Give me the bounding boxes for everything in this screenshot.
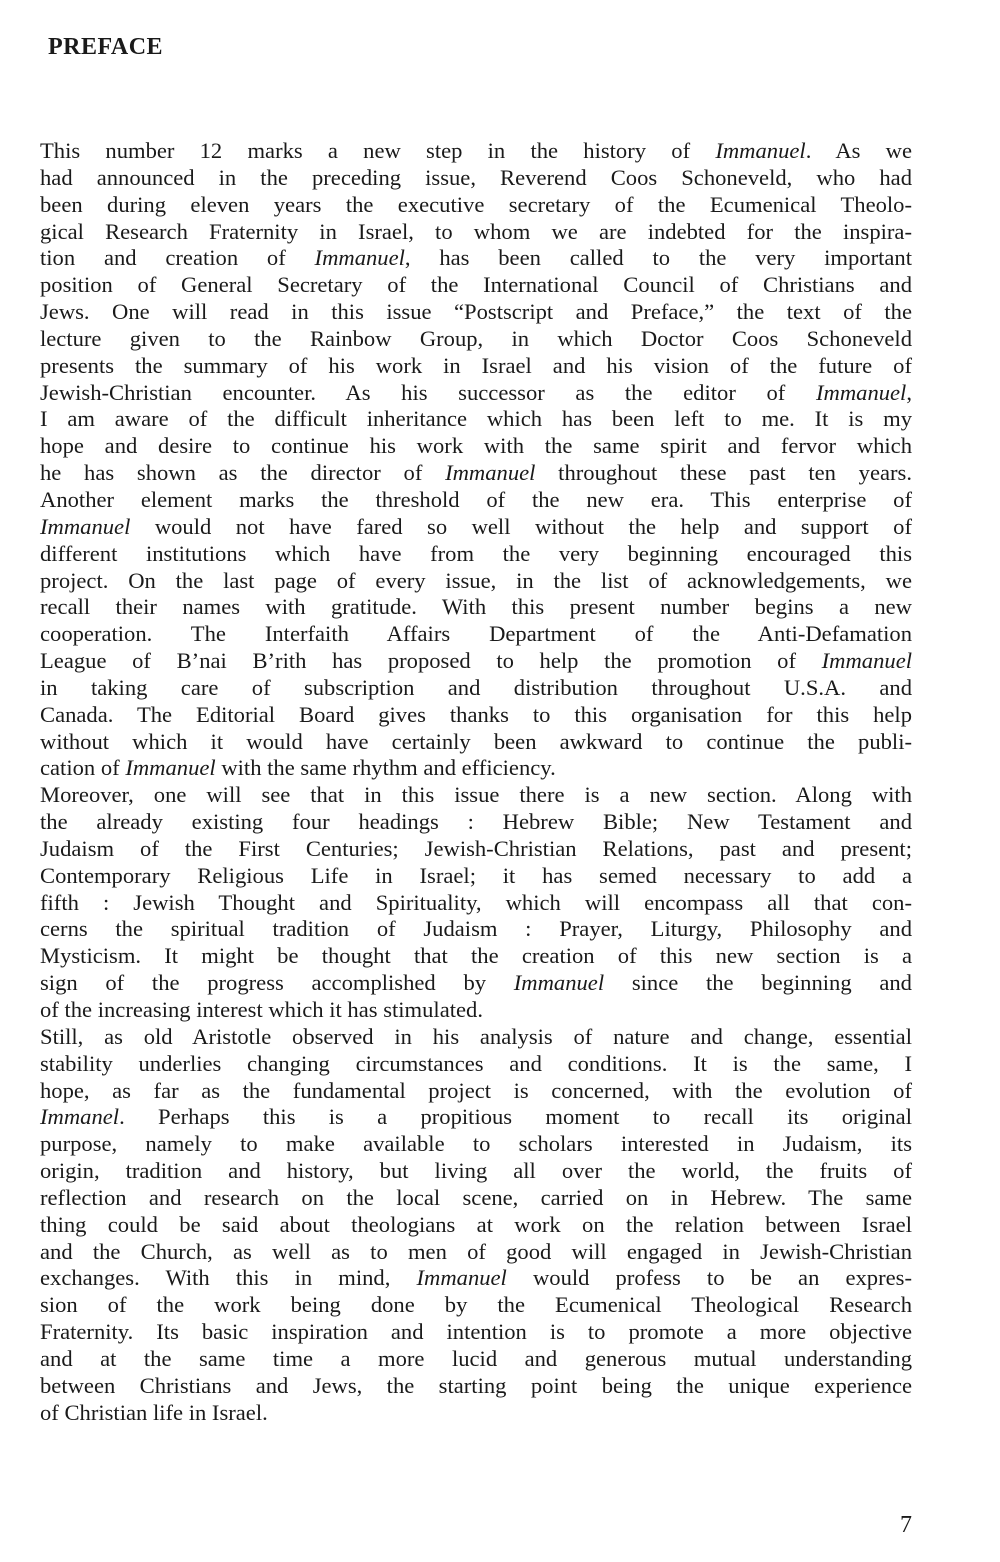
paragraph	[40, 782, 912, 1024]
text-line: recall their names with gratitude. With this present number begins a new	[40, 594, 912, 620]
text-line: exchanges. With this in mind, Immanuel would profess to be an expres-	[40, 1265, 912, 1291]
text-line: project. On the last page of every issue, in the list of acknowledgements, we	[40, 567, 912, 593]
text-line: Mysticism. It might be thought that the creation of this new section is a	[40, 943, 912, 969]
text-line: This number 12 marks a new step in the history of Immanuel. As we	[40, 138, 912, 163]
text-line: purpose, namely to make available to scholars interested in Judaism, its	[40, 1131, 912, 1157]
text-line: hope, as far as the fundamental project is concerned, with the evolution of	[40, 1077, 912, 1103]
text-line: fifth : Jewish Thought and Spirituality, which will encompass all that con-	[40, 889, 912, 915]
text-line: hope and desire to continue his work with the same spirit and fervor which	[40, 433, 912, 459]
text-line: been during eleven years the executive secretary of the Ecumenical Theolo-	[40, 191, 912, 217]
text-line: of the increasing interest which it has stimulated.	[40, 997, 483, 1022]
text-line: sion of the work being done by the Ecumenical Theological Research	[40, 1292, 912, 1318]
text-line: presents the summary of his work in Israel and his vision of the future of	[40, 352, 912, 378]
text-line: Contemporary Religious Life in Israel; it has semed necessary to add a	[40, 862, 912, 888]
text-line: stability underlies changing circumstances and conditions. It is the same, I	[40, 1050, 912, 1076]
text-line: had announced in the preceding issue, Reverend Coos Schoneveld, who had	[40, 164, 912, 190]
text-line: without which it would have certainly been awkward to continue the publi-	[40, 728, 912, 754]
preface-body	[40, 138, 912, 1427]
text-line: of Christian life in Israel.	[40, 1399, 268, 1425]
text-line: and the Church, as well as to men of good will engaged in Jewish-Christian	[40, 1238, 912, 1264]
text-line: position of General Secretary of the International Council of Christians and	[40, 272, 912, 298]
text-line: Moreover, one will see that in this issue there is a new section. Along with	[40, 782, 912, 808]
text-line: Immanuel would not have fared so well without the help and support of	[40, 513, 912, 539]
text-line: reflection and research on the local scene, carried on in Hebrew. The same	[40, 1184, 912, 1210]
text-line: Immanel. Perhaps this is a propitious moment to recall its original	[40, 1104, 912, 1130]
text-line: he has shown as the director of Immanuel throughout these past ten years.	[40, 460, 912, 486]
text-line: cation of Immanuel with the same rhythm and efficiency.	[40, 755, 556, 781]
text-line: sign of the progress accomplished by Immanuel since the beginning and	[40, 970, 912, 996]
text-line: Still, as old Aristotle observed in his analysis of nature and change, essential	[40, 1023, 912, 1049]
text-line: between Christians and Jews, the starting point being the unique experience	[40, 1372, 912, 1398]
text-line: in taking care of subscription and distribution throughout U.S.A. and	[40, 674, 912, 700]
text-line: Canada. The Editorial Board gives thanks to this organisation for this help	[40, 701, 912, 727]
text-line: cerns the spiritual tradition of Judaism : Prayer, Liturgy, Philosophy and	[40, 916, 912, 942]
text-line: tion and creation of Immanuel, has been called to the very important	[40, 245, 913, 271]
text-line: Another element marks the threshold of the new era. This enterprise of	[40, 486, 912, 512]
paragraph	[40, 138, 912, 782]
page-heading: PREFACE	[48, 34, 164, 60]
text-line: origin, tradition and history, but living all over the world, the fruits of	[40, 1158, 912, 1184]
text-line: cooperation. The Interfaith Affairs Department of the Anti-Defamation	[40, 621, 912, 647]
text-line: lecture given to the Rainbow Group, in which Doctor Coos Schoneveld	[40, 325, 912, 351]
text-line: I am aware of the difficult inheritance which has been left to me. It is my	[40, 406, 912, 432]
text-line: thing could be said about theologians at work on the relation between Israel	[40, 1211, 912, 1237]
text-line: and at the same time a more lucid and generous mutual understanding	[40, 1345, 912, 1371]
text-line: Jewish-Christian encounter. As his successor as the editor of Immanuel,	[40, 379, 912, 405]
page-number: 7	[900, 1512, 912, 1538]
text-line: League of B’nai B’rith has proposed to help the promotion of Immanuel	[40, 648, 912, 674]
text-line: the already existing four headings : Hebrew Bible; New Testament and	[40, 809, 912, 835]
text-line: gical Research Fraternity in Israel, to whom we are indebted for the inspira-	[40, 218, 912, 244]
text-line: Jews. One will read in this issue “Postscript and Preface,” the text of the	[40, 299, 912, 325]
text-line: Judaism of the First Centuries; Jewish-Christian Relations, past and present;	[40, 835, 912, 861]
paragraph	[40, 1024, 912, 1427]
text-line: Fraternity. Its basic inspiration and intention is to promote a more objective	[40, 1319, 912, 1345]
text-line: different institutions which have from the very beginning encouraged this	[40, 540, 912, 566]
